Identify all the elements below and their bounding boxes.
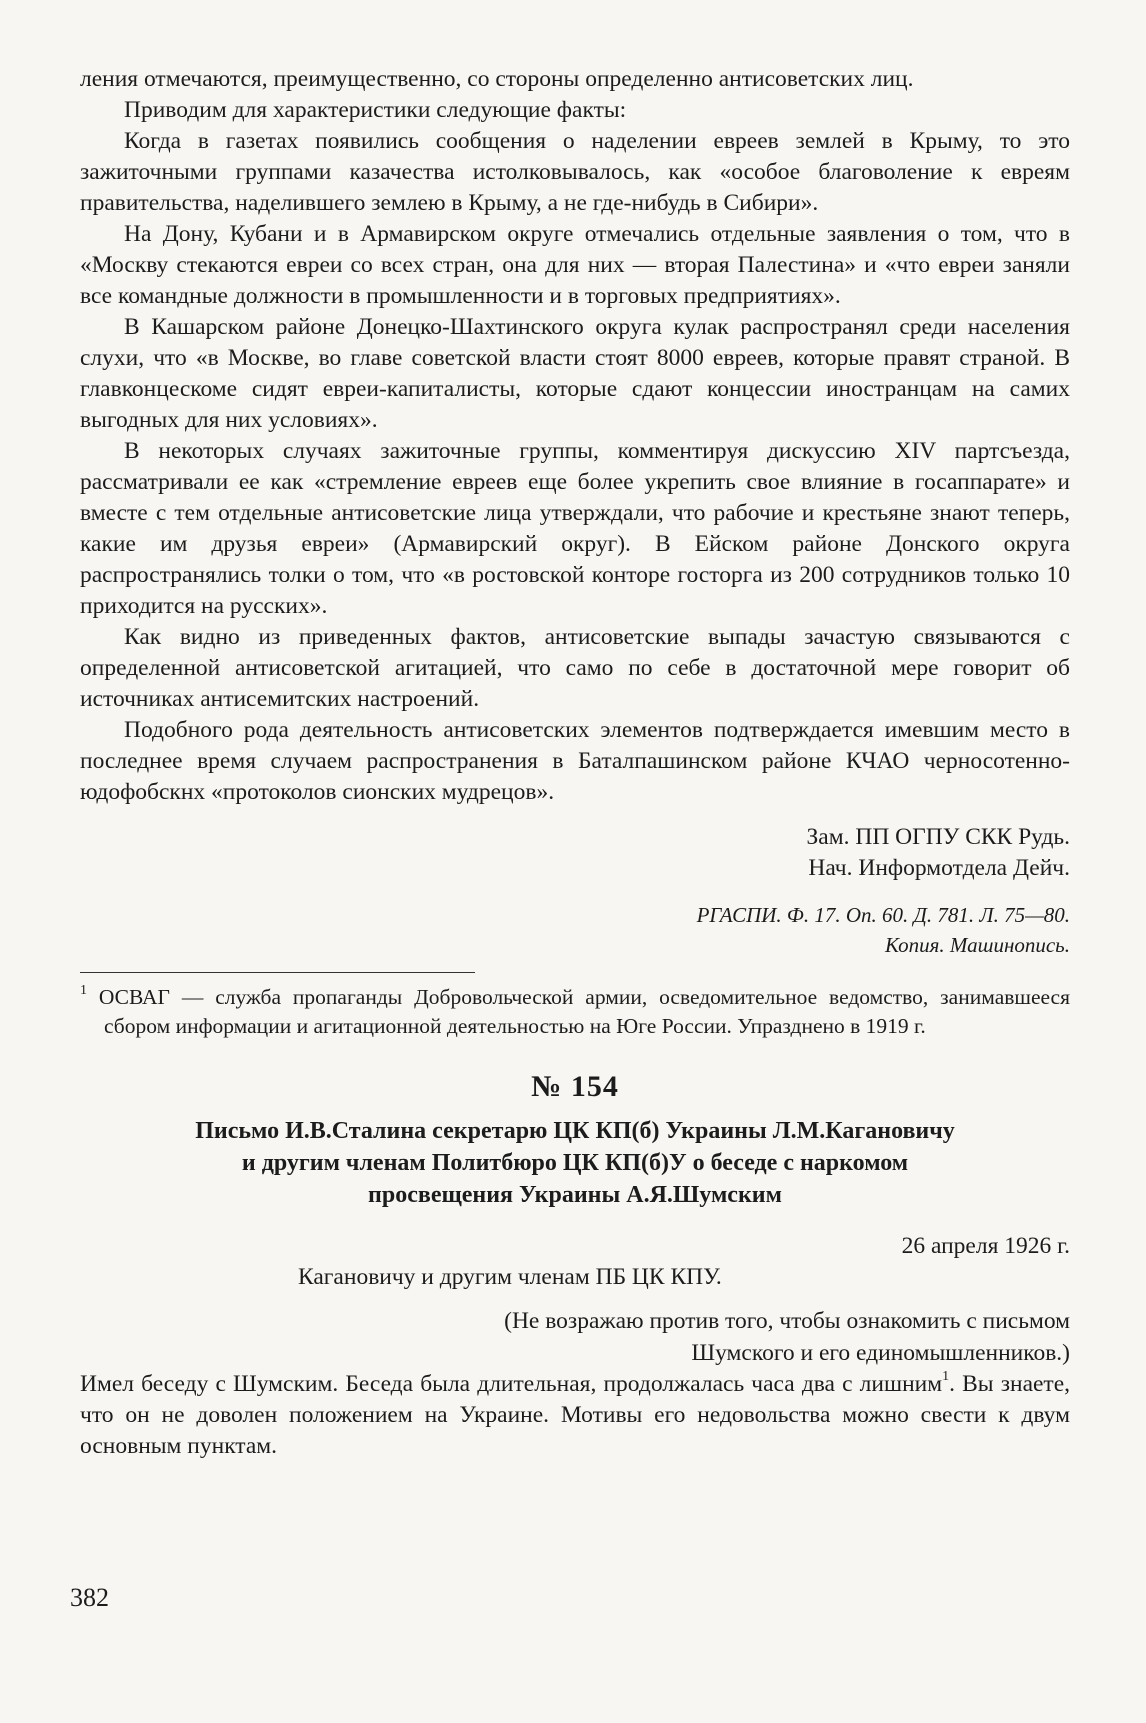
document-title-line: и другим членам Политбюро ЦК КП(б)У о беседе с наркомом	[241, 1150, 909, 1176]
addressee: Кагановичу и другим членам ПБ ЦК КПУ.	[298, 1264, 722, 1290]
letter-text-cont: . Вы знаете, что он не доволен положением на Украине. Мотивы его недовольства можно свести к двум основным пунктам.	[80, 1371, 1071, 1459]
page-content	[80, 64, 1070, 1462]
archive-source	[80, 900, 1070, 960]
signature-line: Нач. Информотдела Дейч.	[808, 855, 1070, 881]
copy-note: Копия. Машинопись.	[884, 933, 1070, 957]
letter-text: Имел беседу с Шумским. Беседа была длительная, продолжалась часа два с лишним	[80, 1371, 943, 1397]
footnote-text: ОСВАГ — служба пропаганды Добровольческой армии, осведомительное ведомство, занимавшееся сбором информации и агитационной деятельностью на Юге России. Упразднено в 1919 г.	[98, 985, 1070, 1038]
document-title-line: Письмо И.В.Сталина секретарю ЦК КП(б) Украины Л.М.Кагановичу	[195, 1118, 955, 1144]
signature-line: Зам. ПП ОГПУ СКК Рудь.	[806, 824, 1070, 850]
page-number: 382	[70, 1583, 109, 1612]
footnote-ref-mark: 1	[942, 1369, 950, 1385]
footnote-divider	[80, 972, 475, 973]
paragraph: Как видно из приведенных фактов, антисоветские выпады зачастую связываются с определенной антисоветской агитацией, что само по себе в достаточной мере говорит об источниках антисемитских настроений.	[80, 624, 1070, 712]
signature-block	[80, 822, 1070, 884]
paragraph: На Дону, Кубани и в Армавирском округе отмечались отдельные заявления о том, что в «Москву стекаются евреи со всех стран, она для них — вторая Палестина» и «что евреи заняли все командные должности в промышленности и в торговых предприятиях».	[80, 221, 1070, 309]
footnote-mark: 1	[80, 982, 87, 998]
document-title-line: просвещения Украины А.Я.Шумским	[368, 1182, 782, 1208]
paragraph: В Кашарском районе Донецко-Шахтинского округа кулак распространял среди населения слухи, что «в Москве, во главе советской власти стоят 8000 евреев, которые правят страной. В главконцескоме сидят евреи-капиталисты, которые сдают концессии иностранцам на самих выгодных для них условиях».	[80, 314, 1070, 433]
resolution-note	[80, 1305, 1070, 1369]
paragraph: В некоторых случаях зажиточные группы, комментируя дискуссию XIV партсъезда, рассматривали ее как «стремление евреев еще более укрепить свое влияние в госаппарате» и вместе с тем отдельные антисоветские лица утверждали, что рабочие и крестьяне знают теперь, какие им друзья евреи» (Армавирский округ). В Ейском районе Донского округа распространялись толки о том, что «в ростовской конторе госторга из 200 сотрудников только 10 приходится на русских».	[80, 438, 1070, 619]
archive-reference: РГАСПИ. Ф. 17. Оп. 60. Д. 781. Л. 75—80.	[696, 903, 1070, 927]
footnote	[80, 983, 1070, 1041]
letter-body	[80, 1369, 1070, 1462]
document-title	[80, 1115, 1070, 1211]
resolution-note-line: (Не возражаю против того, чтобы ознакомить с письмом	[504, 1308, 1070, 1334]
document-number: № 154	[531, 1070, 619, 1103]
paragraph: Когда в газетах появились сообщения о наделении евреев землей в Крыму, то это зажиточными группами казачества истолковывалось, как «особое благоволение к евреям правительства, наделившего землею в Крыму, а не где-нибудь в Сибири».	[80, 128, 1070, 216]
paragraph: Подобного рода деятельность антисоветских элементов подтверждается имевшим место в последнее время случаем распространения в Баталпашинском районе КЧАО черносотенно-юдофобскнх «протоколов сионских мудрецов».	[80, 717, 1070, 805]
resolution-note-line: Шумского и его единомышленников.)	[691, 1340, 1070, 1366]
paragraph: Приводим для характеристики следующие факты:	[124, 97, 627, 123]
document-date: 26 апреля 1926 г.	[901, 1233, 1070, 1259]
paragraph-continuation: ления отмечаются, преимущественно, со стороны определенно антисоветских лиц.	[80, 66, 914, 92]
